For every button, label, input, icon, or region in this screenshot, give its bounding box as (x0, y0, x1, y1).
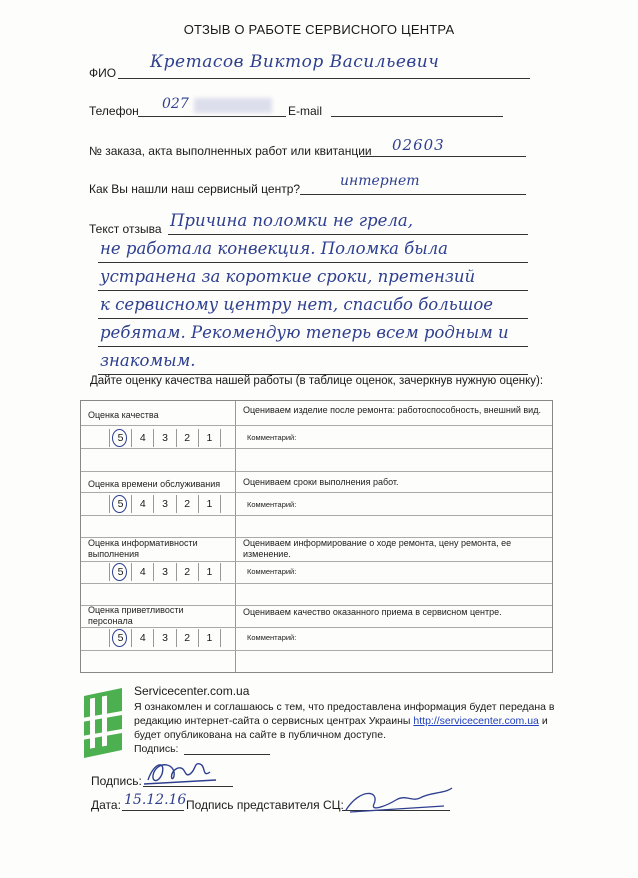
review-text-1[interactable]: Причина поломки не грела, (170, 211, 413, 230)
phone-label: Телефон (89, 104, 139, 118)
rating-option-2[interactable]: 2 (176, 629, 198, 647)
rating-option-1[interactable]: 1 (198, 495, 221, 513)
source-value[interactable]: интернет (340, 173, 420, 189)
review-text-6[interactable]: знакомым. (100, 351, 196, 370)
comment-label: Комментарий: (247, 433, 297, 442)
rating-option-1[interactable]: 1 (198, 629, 221, 647)
consent-sign-line[interactable] (184, 754, 270, 755)
site-link[interactable]: http://servicecenter.com.ua (413, 715, 539, 727)
client-signature[interactable] (140, 756, 230, 790)
rating-option-3[interactable]: 3 (153, 429, 175, 447)
selected-rating-circle (112, 629, 127, 647)
signature-label: Подпись: (91, 774, 142, 788)
rating-option-3[interactable]: 3 (153, 495, 175, 513)
consent-text-2-end: и (541, 715, 548, 727)
source-label: Как Вы нашли наш сервисный центр? (89, 182, 301, 196)
review-text-4[interactable]: к сервисному центру нет, спасибо большое (100, 295, 494, 314)
order-line (360, 156, 526, 157)
consent-text-3: будет опубликована на сайте в публичном доступе. (134, 729, 386, 741)
review-text-3[interactable]: устранена за короткие сроки, претензий (100, 267, 476, 286)
rating-option-2[interactable]: 2 (176, 563, 198, 581)
rating-prompt: Дайте оценку качества нашей работы (в таблице оценок, зачеркнув нужную оценку): (90, 375, 544, 387)
review-text-2[interactable]: не работала конвекция. Поломка была (100, 239, 449, 258)
rating-option-4[interactable]: 4 (131, 563, 153, 581)
rating-option-5[interactable]: 5 (109, 563, 131, 581)
rating-option-5[interactable]: 5 (109, 429, 131, 447)
site-name: Servicecenter.com.ua (134, 684, 250, 698)
date-value[interactable]: 15.12.16 (124, 792, 187, 808)
rating-option-3[interactable]: 3 (153, 629, 175, 647)
rating-option-4[interactable]: 4 (131, 495, 153, 513)
consent-text-2-start: редакцию интернет-сайта о сервисных центрах Украины (134, 715, 411, 727)
rating-option-2[interactable]: 2 (176, 429, 198, 447)
comment-label: Комментарий: (247, 567, 297, 576)
consent-text-1: Я ознакомлен и соглашаюсь с тем, что предоставлена информация будет передана в (134, 701, 555, 713)
date-label: Дата: (91, 798, 121, 812)
rating-option-5[interactable]: 5 (109, 629, 131, 647)
review-text-5[interactable]: ребятам. Рекомендую теперь всем родным и (100, 323, 509, 342)
rating-option-1[interactable]: 1 (198, 429, 221, 447)
criterion-name: Оценка качества (88, 410, 159, 420)
criterion-description: Оцениваем информирование о ходе ремонта, цену ремонта, ее изменение. (243, 538, 512, 559)
fio-label: ФИО (89, 66, 117, 80)
criterion-description: Оцениваем сроки выполнения работ. (243, 477, 399, 487)
criterion-name: Оценка времени обслуживания (88, 479, 221, 489)
rating-option-4[interactable]: 4 (131, 629, 153, 647)
consent-sign-label: Подпись: (134, 743, 179, 755)
order-value[interactable]: 02603 (392, 136, 445, 154)
comment-label: Комментарий: (247, 500, 297, 509)
selected-rating-circle (112, 495, 127, 513)
criterion-description: Оцениваем изделие после ремонта: работоспособность, внешний вид. (243, 405, 541, 415)
criterion-name: Оценка информативности выполнения (88, 538, 198, 559)
phone-value[interactable]: 027 (162, 96, 189, 112)
selected-rating-circle (112, 563, 127, 581)
criterion-name: Оценка приветливости персонала (88, 605, 184, 626)
servicecenter-logo-icon (82, 688, 124, 758)
consent-text-2 (134, 714, 548, 728)
rating-option-4[interactable]: 4 (131, 429, 153, 447)
fio-value[interactable]: Кретасов Виктор Васильевич (150, 52, 440, 72)
review-label: Текст отзыва (89, 222, 162, 236)
comment-label: Комментарий: (247, 633, 297, 642)
rating-option-1[interactable]: 1 (198, 563, 221, 581)
source-line (300, 194, 526, 195)
rating-option-3[interactable]: 3 (153, 563, 175, 581)
rating-table (80, 400, 553, 673)
date-line (122, 810, 184, 811)
rating-option-2[interactable]: 2 (176, 495, 198, 513)
representative-sign-label: Подпись представителя СЦ: (186, 798, 344, 812)
document-title: ОТЗЫВ О РАБОТЕ СЕРВИСНОГО ЦЕНТРА (183, 22, 455, 37)
criterion-description: Оцениваем качество оказанного приема в сервисном центре. (243, 607, 502, 617)
email-line[interactable] (331, 116, 503, 117)
phone-line (138, 116, 286, 117)
selected-rating-circle (112, 429, 127, 447)
phone-redaction (194, 98, 272, 113)
fio-line (118, 78, 530, 79)
order-label: № заказа, акта выполненных работ или квитанции (89, 144, 372, 158)
rating-option-5[interactable]: 5 (109, 495, 131, 513)
email-label: E-mail (288, 104, 323, 118)
representative-signature[interactable] (340, 782, 460, 818)
